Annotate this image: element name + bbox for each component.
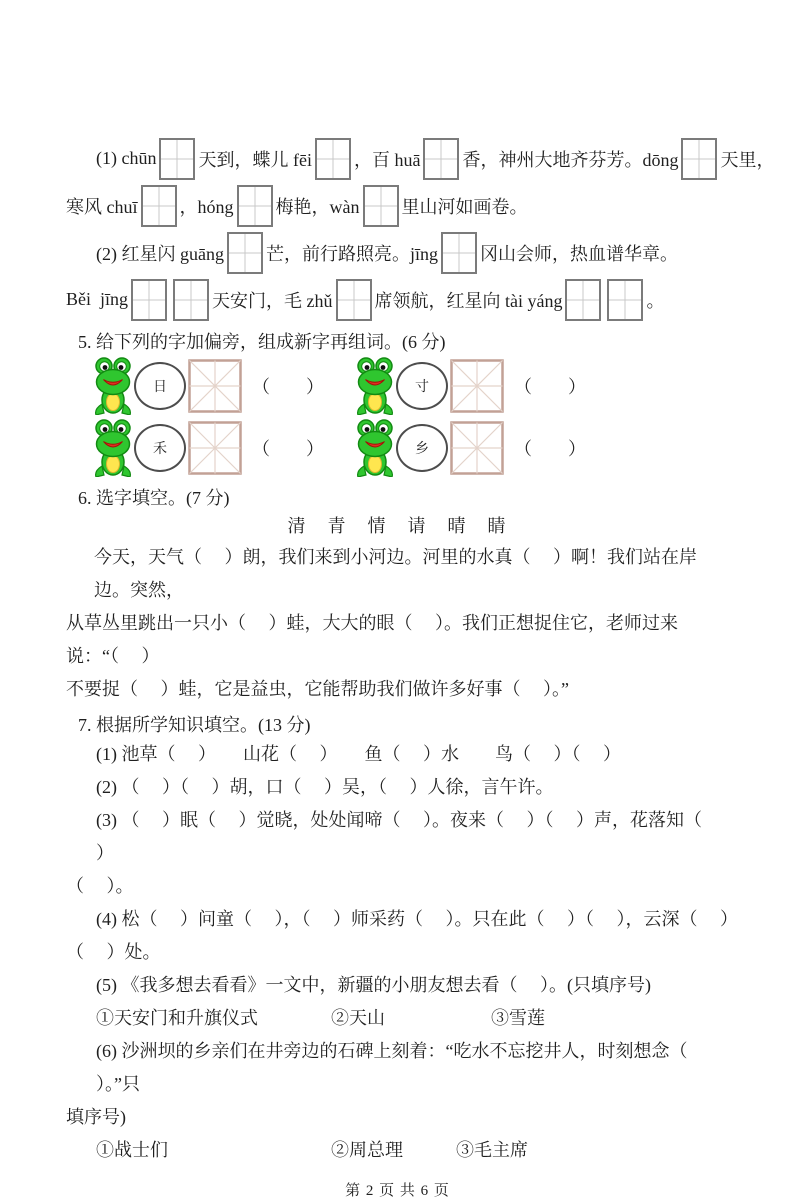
tian-grid-icon — [159, 138, 195, 180]
frog-icon — [90, 419, 136, 477]
question-7-title: 7. 根据所学知识填空。(13 分) — [78, 715, 311, 735]
base-char: 寸 — [415, 380, 429, 395]
dictation-text: (1) chūn — [96, 148, 157, 168]
option-1: ①天安门和升旗仪式 — [96, 1008, 258, 1028]
dictation-line-2 — [66, 182, 729, 229]
tian-grid-icon — [607, 279, 643, 321]
tian-grid-icon — [173, 279, 209, 321]
q7-item-5-options — [66, 1002, 729, 1035]
base-char: 禾 — [153, 442, 167, 457]
option-3: ③雪莲 — [491, 1008, 545, 1028]
question-6-title: 6. 选字填空。(7 分) — [78, 488, 230, 508]
answer-blank: （ ） — [514, 439, 586, 459]
dictation-text: 天里， — [720, 149, 775, 170]
dictation-line-1 — [66, 135, 775, 182]
answer-blank: （ ） — [252, 439, 324, 459]
radical-exercise-item — [90, 419, 352, 477]
q7-item-1: (1) 池草（ ） 山花（ ） 鱼（ ）水 鸟（ ）（ ） — [96, 744, 621, 764]
q7-item-4: (4) 松（ ）问童（ ），（ ）师采药（ ）。只在此（ ）（ ），云深（ ） — [96, 909, 738, 929]
option-2: ②天山 — [331, 1008, 385, 1028]
dictation-line-4 — [66, 276, 729, 323]
q7-item-2: (2) （ ）（ ）胡，口（ ）吴，（ ）人徐，言午许。 — [96, 777, 554, 797]
dictation-text: (2) 红星闪 guāng — [96, 243, 224, 264]
dictation-text: Běi jīng — [66, 289, 128, 309]
q6-paragraph-line: 不要捉（ ）蛙，它是益虫，它能帮助我们做许多好事（ ）。” — [66, 679, 569, 699]
tian-grid-icon — [315, 138, 351, 180]
dictation-text: ，百 huā — [353, 149, 421, 170]
tian-grid-icon — [565, 279, 601, 321]
dictation-text: 天安门，毛 zhǔ — [212, 290, 333, 311]
q7-item-5: (5) 《我多想去看看》一文中，新疆的小朋友想去看（ ）。(只填序号) — [96, 975, 651, 995]
mi-grid-icon — [450, 359, 504, 413]
answer-blank: （ ） — [252, 377, 324, 397]
base-char-circle — [134, 424, 186, 472]
q7-item-3: (3) （ ）眠（ ）觉晓，处处闻啼（ ）。夜来（ ）（ ）声，花落知（ ） — [96, 810, 725, 863]
radical-exercise-item — [352, 357, 614, 415]
dictation-text: ，hóng — [179, 196, 234, 217]
dictation-text: 芒，前行路照亮。jīng — [265, 243, 438, 264]
dictation-text: 寒风 chuī — [66, 196, 138, 217]
q6-paragraph-line: 从草丛里跳出一只小（ ）蛙，大大的眼（ ）。我们正想捉住它，老师过来说：“（ ） — [66, 613, 678, 666]
frog-icon — [352, 357, 398, 415]
dictation-text: 里山河如画卷。 — [401, 196, 528, 217]
tian-grid-icon — [441, 232, 477, 274]
base-char-circle — [134, 362, 186, 410]
question-5-title: 5. 给下列的字加偏旁，组成新字再组词。(6 分) — [78, 332, 446, 352]
frog-icon — [90, 357, 136, 415]
q7-item-4-cont: （ ）处。 — [66, 942, 161, 962]
dictation-text: 冈山会师，热血谱华章。 — [480, 243, 678, 264]
option-2: ②周总理 — [331, 1140, 403, 1160]
q5-row-1 — [66, 355, 729, 417]
option-1: ①战士们 — [96, 1140, 168, 1160]
tian-grid-icon — [336, 279, 372, 321]
q6-paragraph-line: 今天，天气（ ）朗，我们来到小河边。河里的水真（ ）啊！我们站在岸边。突然， — [94, 547, 697, 600]
tian-grid-icon — [141, 185, 177, 227]
mi-grid-icon — [188, 359, 242, 413]
q7-item-3-cont: （ ）。 — [66, 876, 134, 896]
frog-icon — [352, 419, 398, 477]
base-char: 日 — [153, 380, 167, 395]
answer-blank: （ ） — [514, 377, 586, 397]
dictation-text: 梅艳，wàn — [275, 196, 360, 217]
q7-item-6-cont: 填序号) — [66, 1107, 126, 1127]
tian-grid-icon — [131, 279, 167, 321]
radical-exercise-item — [90, 357, 352, 415]
dictation-text: 席领航，红星向 tài yáng — [374, 290, 563, 311]
option-3: ③毛主席 — [456, 1140, 528, 1160]
base-char-circle — [396, 362, 448, 410]
tian-grid-icon — [363, 185, 399, 227]
q7-item-6-options — [66, 1134, 729, 1167]
tian-grid-icon — [227, 232, 263, 274]
page-number: 第 2 页 共 6 页 — [345, 1183, 450, 1199]
character-bank: 清 青 情 请 晴 睛 — [287, 516, 508, 536]
tian-grid-icon — [423, 138, 459, 180]
tian-grid-icon — [681, 138, 717, 180]
mi-grid-icon — [188, 421, 242, 475]
radical-exercise-item — [352, 419, 614, 477]
base-char: 乡 — [415, 442, 429, 457]
dictation-text: 。 — [646, 290, 665, 311]
q7-item-6: (6) 沙洲坝的乡亲们在井旁边的石碑上刻着：“吃水不忘挖井人，时刻想念（ ）。”只 — [96, 1041, 710, 1094]
dictation-line-3 — [66, 229, 729, 276]
dictation-text: 天到，蝶儿 fēi — [198, 149, 312, 170]
base-char-circle — [396, 424, 448, 472]
q5-row-2 — [66, 417, 729, 479]
tian-grid-icon — [237, 185, 273, 227]
mi-grid-icon — [450, 421, 504, 475]
dictation-text: 香，神州大地齐芬芳。dōng — [462, 149, 679, 170]
